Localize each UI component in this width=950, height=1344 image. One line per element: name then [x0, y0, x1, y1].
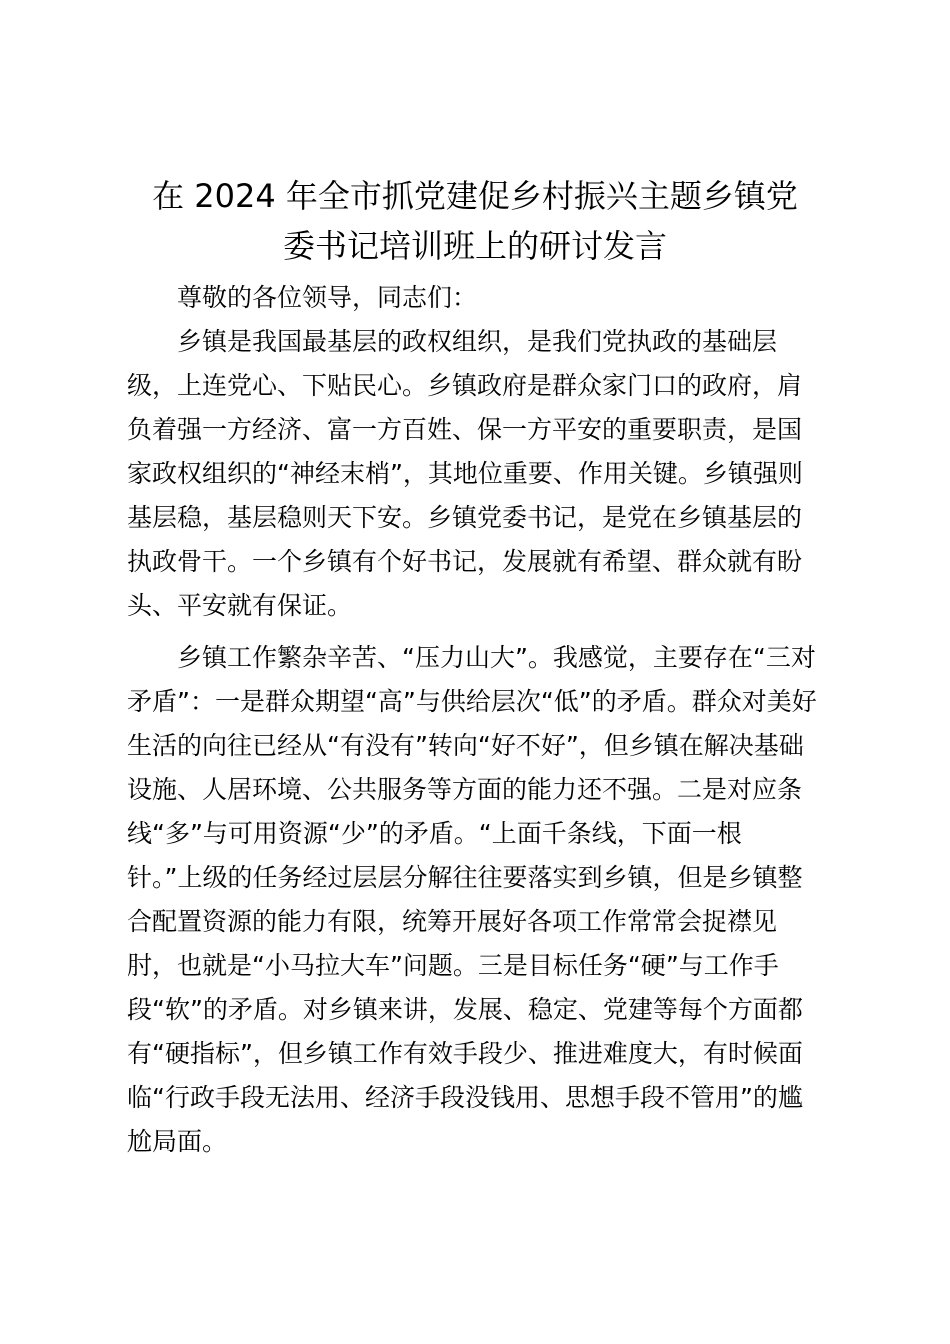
paragraph-1-line: 级，上连党心、下贴民心。乡镇政府是群众家门口的政府，肩: [127, 371, 803, 400]
paragraph-2-line: 段“软”的矛盾。对乡镇来讲，发展、稳定、党建等每个方面都: [127, 995, 803, 1024]
salutation: 尊敬的各位领导，同志们：: [177, 283, 478, 312]
paragraph-2-line: 线“多”与可用资源“少”的矛盾。“上面千条线，下面一根: [127, 819, 742, 848]
paragraph-2-line: 合配置资源的能力有限，统筹开展好各项工作常常会捉襟见: [127, 907, 778, 936]
paragraph-1-line: 负着强一方经济、富一方百姓、保一方平安的重要职责，是国: [127, 415, 803, 444]
paragraph-1-line: 乡镇是我国最基层的政权组织，是我们党执政的基础层: [177, 327, 778, 356]
paragraph-2-line: 乡镇工作繁杂辛苦、“压力山大”。我感觉，主要存在“三对: [177, 643, 816, 672]
paragraph-2-line: 生活的向往已经从“有没有”转向“好不好”，但乡镇在解决基础: [127, 731, 804, 760]
paragraph-1-line: 头、平安就有保证。: [127, 591, 353, 620]
paragraph-2-line: 针。”上级的任务经过层层分解往往要落实到乡镇，但是乡镇整: [127, 863, 803, 892]
document-title-line-1: 在 2024 年全市抓党建促乡村振兴主题乡镇党: [152, 177, 798, 215]
paragraph-1-line: 基层稳，基层稳则天下安。乡镇党委书记，是党在乡镇基层的: [127, 503, 803, 532]
paragraph-2-line: 设施、人居环境、公共服务等方面的能力还不强。二是对应条: [127, 775, 803, 804]
paragraph-2-line: 矛盾”：一是群众期望“高”与供给层次“低”的矛盾。群众对美好: [127, 687, 817, 716]
paragraph-2-line: 有“硬指标”，但乡镇工作有效手段少、推进难度大，有时候面: [127, 1039, 803, 1068]
paragraph-1-line: 家政权组织的“神经末梢”，其地位重要、作用关键。乡镇强则: [127, 459, 803, 488]
paragraph-2-line: 肘，也就是“小马拉大车”问题。三是目标任务“硬”与工作手: [127, 951, 779, 980]
paragraph-1-line: 执政骨干。一个乡镇有个好书记，发展就有希望、群众就有盼: [127, 547, 803, 576]
paragraph-2-line: 尬局面。: [127, 1127, 228, 1156]
document-title-line-2: 委书记培训班上的研讨发言: [282, 227, 667, 265]
paragraph-2-line: 临“行政手段无法用、经济手段没钱用、思想手段不管用”的尴: [127, 1083, 803, 1112]
